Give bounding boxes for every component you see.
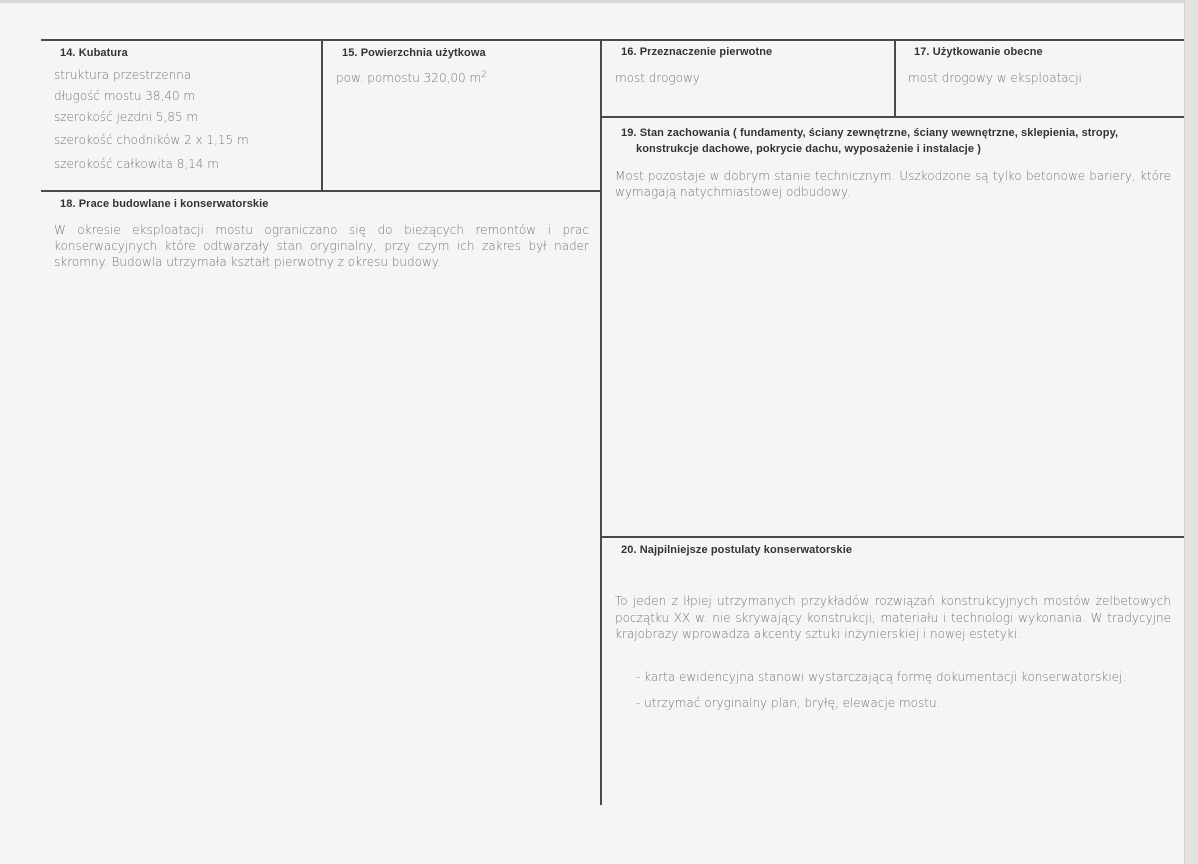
field-14-line-2: długość mostu 38,40 m <box>54 89 196 103</box>
field-17-value: most drogowy w eksploatacji <box>908 71 1082 85</box>
field-18-prace <box>54 198 589 288</box>
field-20-postulaty <box>615 543 1171 723</box>
field-16-przeznaczenie <box>615 46 890 106</box>
field-17-label: 17. Użytkowanie obecne <box>914 46 1043 58</box>
field-14-line-3: szerokość jezdni 5,85 m <box>54 110 199 124</box>
field-14-label: 14. Kubatura <box>60 47 128 59</box>
rule-above-18 <box>41 190 601 192</box>
field-14-line-1: struktura przestrzenna <box>54 68 192 82</box>
scan-edge-right <box>1184 0 1198 864</box>
divider-16-17 <box>894 40 896 117</box>
field-16-value: most drogowy <box>615 71 700 85</box>
top-rule <box>41 39 1184 41</box>
field-20-text: To jeden z lłpiej utrzymanych przykładów rozwiązań konstrukcyjnych mostów żelbetowych początku XX w. nie skrywający konstrukcji, materiału i technologi wykonania. W tradycyjne krajobrazy wprowadza akcenty sztuki inżynierskiej i nowej estetyki. <box>615 594 1171 641</box>
field-19-label-line-2: konstrukcje dachowe, pokrycie dachu, wyposażenie i instalacje ) <box>636 143 981 155</box>
divider-14-15 <box>321 40 323 191</box>
rule-above-20 <box>601 536 1184 538</box>
scan-edge-top <box>0 0 1198 3</box>
field-14-line-5: szerokość całkowita 8,14 m <box>54 157 219 171</box>
field-16-label: 16. Przeznaczenie pierwotne <box>621 46 773 58</box>
field-14-line-4: szerokość chodników 2 x 1,15 m <box>54 133 249 147</box>
field-15-powierzchnia <box>336 46 596 106</box>
field-15-value-sup: 2 <box>481 70 487 80</box>
field-19-stan <box>615 126 1171 226</box>
field-20-label: 20. Najpilniejsze postulaty konserwatorskie <box>621 544 853 556</box>
field-15-value-text: pow. pomostu 320,00 m <box>336 71 482 85</box>
field-20-bullet-1: - karta ewidencyjna stanowi wystarczającą formę dokumentacji konserwatorskiej. <box>636 670 1127 684</box>
field-15-label: 15. Powierzchnia użytkowa <box>342 47 486 59</box>
field-18-label: 18. Prace budowlane i konserwatorskie <box>60 198 269 210</box>
field-15-value <box>336 70 487 85</box>
field-19-label-line-1: 19. Stan zachowania ( fundamenty, ściany zewnętrzne, ściany wewnętrzne, sklepienia, stropy, <box>621 127 1119 139</box>
rule-under-16-17 <box>601 116 1184 118</box>
field-20-bullet-2: - utrzymać oryginalny plan, bryłę, elewacje mostu. <box>636 696 941 710</box>
field-14-kubatura <box>54 46 316 186</box>
divider-left-right <box>600 40 602 805</box>
field-19-text: Most pozostaje w dobrym stanie technicznym. Uszkodzone są tylko betonowe bariery, które wymagają natychmiastowej odbudowy. <box>615 169 1171 199</box>
field-18-text: W okresie eksploatacji mostu ograniczano się do bieżących remontów i prac konserwacyjnych które odtwarzały stan oryginalny, przy czym ich zakres był nader skromny. Budowla utrzymała kształt pierwotny z okresu budowy. <box>54 223 589 269</box>
field-17-uzytkowanie <box>908 46 1178 106</box>
